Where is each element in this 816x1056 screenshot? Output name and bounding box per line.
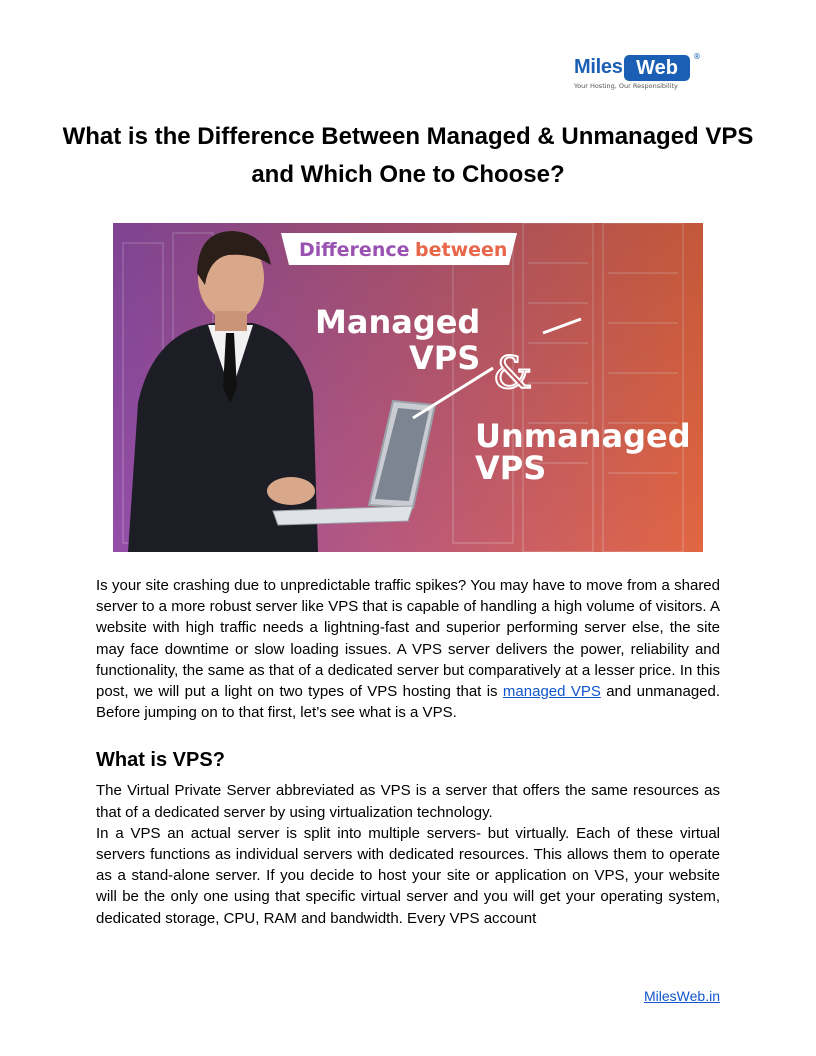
hero-heading-managed-vps: VPS bbox=[409, 339, 481, 377]
milesweb-logo bbox=[572, 52, 706, 92]
intro-text-2: and unmanaged. Before jumping on to that first, let’s see what is a VPS. bbox=[96, 683, 721, 722]
logo-tagline: Your Hosting, Our Responsibility bbox=[574, 82, 678, 90]
managed-vps-link[interactable]: managed VPS bbox=[502, 683, 601, 701]
hero-heading-unmanaged-vps: VPS bbox=[475, 449, 547, 487]
section-paragraph-2: In a VPS an actual server is split into multiple servers- but virtually. Each of these virtual servers functions as individual servers with dedicated resources. This allows them to operate as a stand-alone server. If you decide to host your site or application on VPS, your website will be the only one using that specific virtual server and you will get your operating system, dedicated storage, CPU, RAM and bandwidth. Every VPS account bbox=[96, 824, 720, 927]
hero-image bbox=[113, 223, 703, 552]
section-paragraph-1: The Virtual Private Server abbreviated as VPS is a server that offers the same resources as that of a dedicated server by using virtualization technology. bbox=[96, 782, 720, 821]
banner-text-1: Difference bbox=[299, 239, 410, 261]
footer-site-link[interactable]: MilesWeb.in bbox=[644, 988, 720, 1004]
article-body bbox=[96, 575, 720, 929]
logo-text-miles: Miles bbox=[574, 56, 623, 78]
banner-text-2: between bbox=[415, 239, 508, 261]
registered-mark: ® bbox=[693, 52, 701, 61]
intro-paragraph bbox=[96, 575, 720, 723]
logo-text-web: Web bbox=[624, 55, 690, 81]
hero-ampersand: & bbox=[493, 348, 533, 399]
hero-heading-managed: Managed bbox=[315, 303, 481, 341]
intro-text-1: Is your site crashing due to unpredictable traffic spikes? You may have to move from a shared server to a more robust server like VPS that is capable of handling a high volume of visitors. A website with high traffic needs a lightning-fast and superior performing server else, the site may face downtime or slow loading issues. A VPS server delivers the power, reliability and functionality, the same as that of a dedicated server but comparatively at a lesser price. In this post, we will put a light on two types of VPS hosting that is bbox=[96, 577, 720, 701]
hero-heading-unmanaged: Unmanaged bbox=[475, 417, 691, 455]
section-heading: What is VPS? bbox=[96, 749, 225, 772]
page-title: What is the Difference Between Managed & Unmanaged VPS and Which One to Choose? bbox=[62, 123, 754, 188]
